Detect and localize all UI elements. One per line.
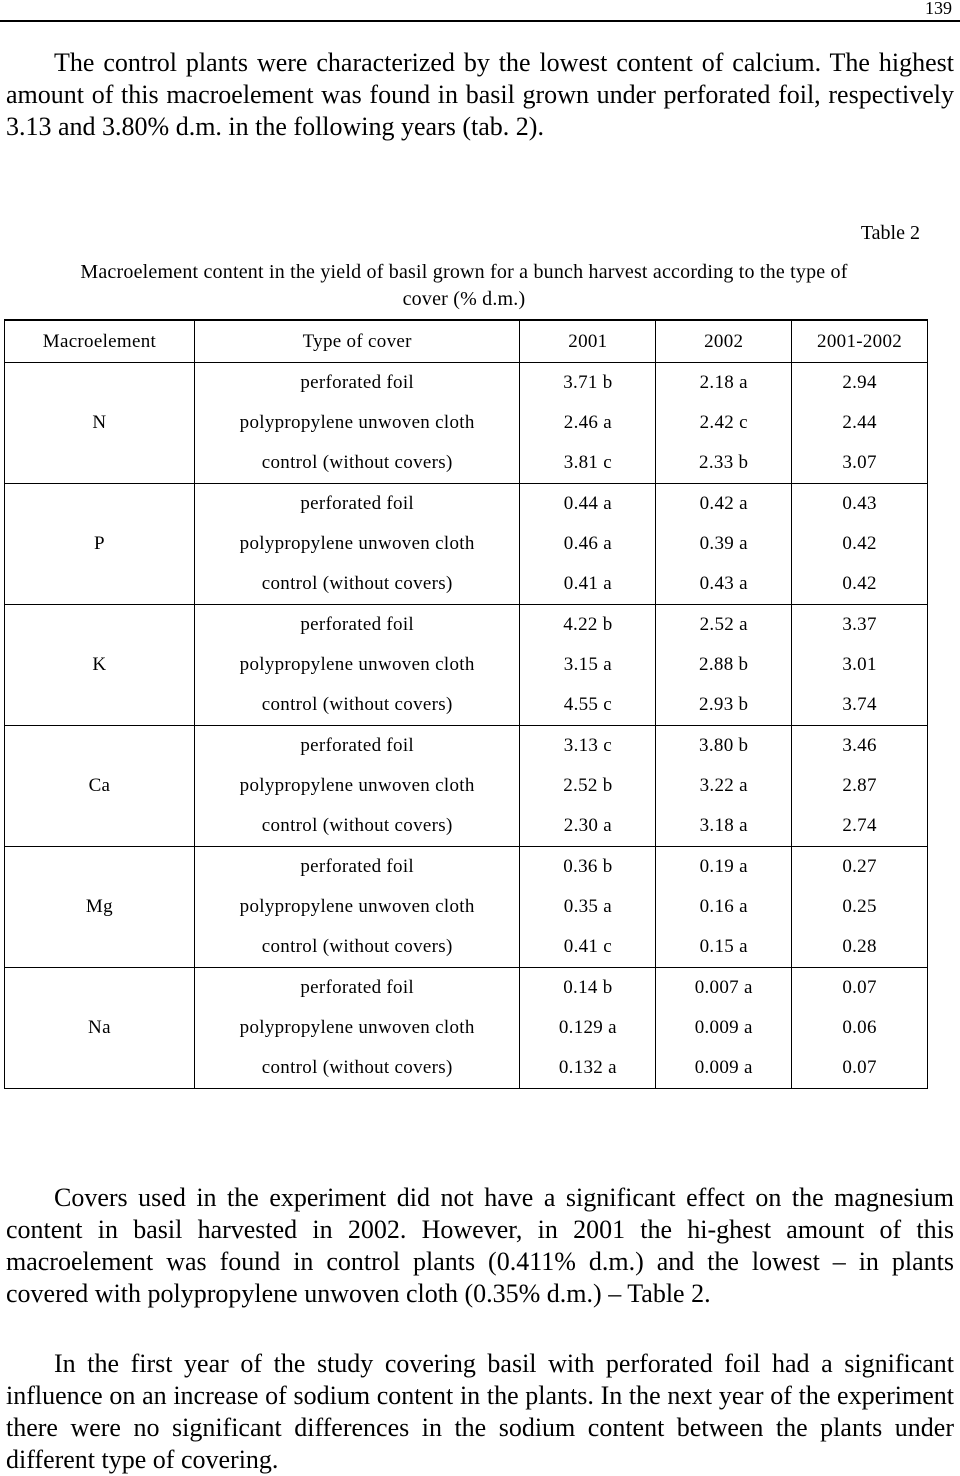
value-2002-cell: 2.88 b [656, 645, 792, 685]
table-body [5, 363, 928, 1089]
value-2001-cell: 2.52 b [520, 766, 656, 806]
value-2002-cell: 0.15 a [656, 927, 792, 968]
table-label: Table 2 [860, 222, 920, 244]
value-mean-cell: 2.74 [792, 806, 928, 847]
value-2002-cell: 2.42 c [656, 403, 792, 443]
value-mean-cell: 0.25 [792, 887, 928, 927]
value-mean-cell: 3.07 [792, 443, 928, 484]
value-mean-cell: 2.87 [792, 766, 928, 806]
value-mean-cell: 3.01 [792, 645, 928, 685]
value-mean-cell: 0.42 [792, 524, 928, 564]
value-2001-cell: 0.41 a [520, 564, 656, 605]
table-row [5, 968, 928, 1009]
value-2001-cell: 0.46 a [520, 524, 656, 564]
cover-type-cell: perforated foil [194, 847, 520, 888]
value-2002-cell: 0.16 a [656, 887, 792, 927]
cover-type-cell: control (without covers) [194, 443, 520, 484]
paragraph-sodium: In the first year of the study covering basil with perforated foil had a significant influence on an increase of sodium content in the plants. In the next year of the experiment there were no significant differences in the sodium content between the plants under different type of covering. [6, 1349, 954, 1474]
value-mean-cell: 3.37 [792, 605, 928, 646]
value-mean-cell: 3.46 [792, 726, 928, 767]
value-2002-cell: 2.93 b [656, 685, 792, 726]
value-mean-cell: 0.07 [792, 968, 928, 1009]
table-row [5, 847, 928, 888]
cover-type-cell: perforated foil [194, 605, 520, 646]
paragraph-magnesium: Covers used in the experiment did not have a significant effect on the magnesium content in basil harvested in 2002. However, in 2001 the hi-ghest amount of this macroelement was found in control plants (0.411% d.m.) and the lowest – in plants covered with polypropylene unwoven cloth (0.35% d.m.) – Table 2. [6, 1183, 954, 1308]
cover-type-cell: polypropylene unwoven cloth [194, 887, 520, 927]
value-2002-cell: 2.18 a [656, 363, 792, 404]
value-2002-cell: 2.33 b [656, 443, 792, 484]
value-2002-cell: 3.80 b [656, 726, 792, 767]
value-mean-cell: 0.07 [792, 1048, 928, 1089]
value-mean-cell: 0.42 [792, 564, 928, 605]
table-row [5, 605, 928, 646]
value-2001-cell: 3.71 b [520, 363, 656, 404]
column-header-type-of-cover: Type of cover [194, 320, 520, 363]
value-mean-cell: 0.27 [792, 847, 928, 888]
value-2001-cell: 0.36 b [520, 847, 656, 888]
cover-type-cell: control (without covers) [194, 564, 520, 605]
value-2002-cell: 0.19 a [656, 847, 792, 888]
macroelement-cell: N [5, 363, 195, 484]
value-mean-cell: 2.44 [792, 403, 928, 443]
value-2001-cell: 4.22 b [520, 605, 656, 646]
value-2001-cell: 3.81 c [520, 443, 656, 484]
cover-type-cell: control (without covers) [194, 806, 520, 847]
value-2002-cell: 0.39 a [656, 524, 792, 564]
macroelement-cell: K [5, 605, 195, 726]
value-2002-cell: 2.52 a [656, 605, 792, 646]
column-header-2001: 2001 [520, 320, 656, 363]
cover-type-cell: polypropylene unwoven cloth [194, 1008, 520, 1048]
macroelement-cell: Mg [5, 847, 195, 968]
paragraph-calcium: The control plants were characterized by the lowest content of calcium. The highest amount of this macroelement was found in basil grown under perforated foil, respectively 3.13 and 3.80% d.m. in the following years (tab. 2). [6, 48, 954, 141]
cover-type-cell: perforated foil [194, 726, 520, 767]
value-2002-cell: 3.22 a [656, 766, 792, 806]
value-mean-cell: 0.28 [792, 927, 928, 968]
cover-type-cell: polypropylene unwoven cloth [194, 645, 520, 685]
macroelement-cell: Ca [5, 726, 195, 847]
value-2002-cell: 0.007 a [656, 968, 792, 1009]
value-2001-cell: 0.129 a [520, 1008, 656, 1048]
header-rule [0, 20, 960, 22]
column-header-2002: 2002 [656, 320, 792, 363]
cover-type-cell: polypropylene unwoven cloth [194, 766, 520, 806]
table-caption: Macroelement content in the yield of basil grown for a bunch harvest according to the type of cover (% d.m.) [80, 261, 848, 310]
value-2001-cell: 3.13 c [520, 726, 656, 767]
column-header-macroelement: Macroelement [5, 320, 195, 363]
value-2001-cell: 0.132 a [520, 1048, 656, 1089]
value-2001-cell: 0.44 a [520, 484, 656, 525]
page-number: 139 [925, 0, 952, 18]
macroelement-table [4, 319, 928, 1089]
cover-type-cell: control (without covers) [194, 927, 520, 968]
table-row [5, 363, 928, 404]
value-2001-cell: 0.41 c [520, 927, 656, 968]
macroelement-cell: P [5, 484, 195, 605]
table-row [5, 726, 928, 767]
value-2001-cell: 2.46 a [520, 403, 656, 443]
table-row [5, 484, 928, 525]
cover-type-cell: control (without covers) [194, 1048, 520, 1089]
cover-type-cell: perforated foil [194, 968, 520, 1009]
value-mean-cell: 0.06 [792, 1008, 928, 1048]
column-header-2001-2002: 2001-2002 [792, 320, 928, 363]
value-2002-cell: 0.43 a [656, 564, 792, 605]
value-2001-cell: 0.14 b [520, 968, 656, 1009]
value-2002-cell: 0.009 a [656, 1048, 792, 1089]
value-mean-cell: 2.94 [792, 363, 928, 404]
value-2001-cell: 4.55 c [520, 685, 656, 726]
value-2002-cell: 0.42 a [656, 484, 792, 525]
cover-type-cell: perforated foil [194, 363, 520, 404]
cover-type-cell: polypropylene unwoven cloth [194, 524, 520, 564]
value-2001-cell: 3.15 a [520, 645, 656, 685]
value-mean-cell: 0.43 [792, 484, 928, 525]
value-mean-cell: 3.74 [792, 685, 928, 726]
cover-type-cell: control (without covers) [194, 685, 520, 726]
value-2002-cell: 0.009 a [656, 1008, 792, 1048]
table-header-row [5, 320, 928, 363]
value-2002-cell: 3.18 a [656, 806, 792, 847]
cover-type-cell: polypropylene unwoven cloth [194, 403, 520, 443]
value-2001-cell: 0.35 a [520, 887, 656, 927]
value-2001-cell: 2.30 a [520, 806, 656, 847]
macroelement-cell: Na [5, 968, 195, 1089]
cover-type-cell: perforated foil [194, 484, 520, 525]
